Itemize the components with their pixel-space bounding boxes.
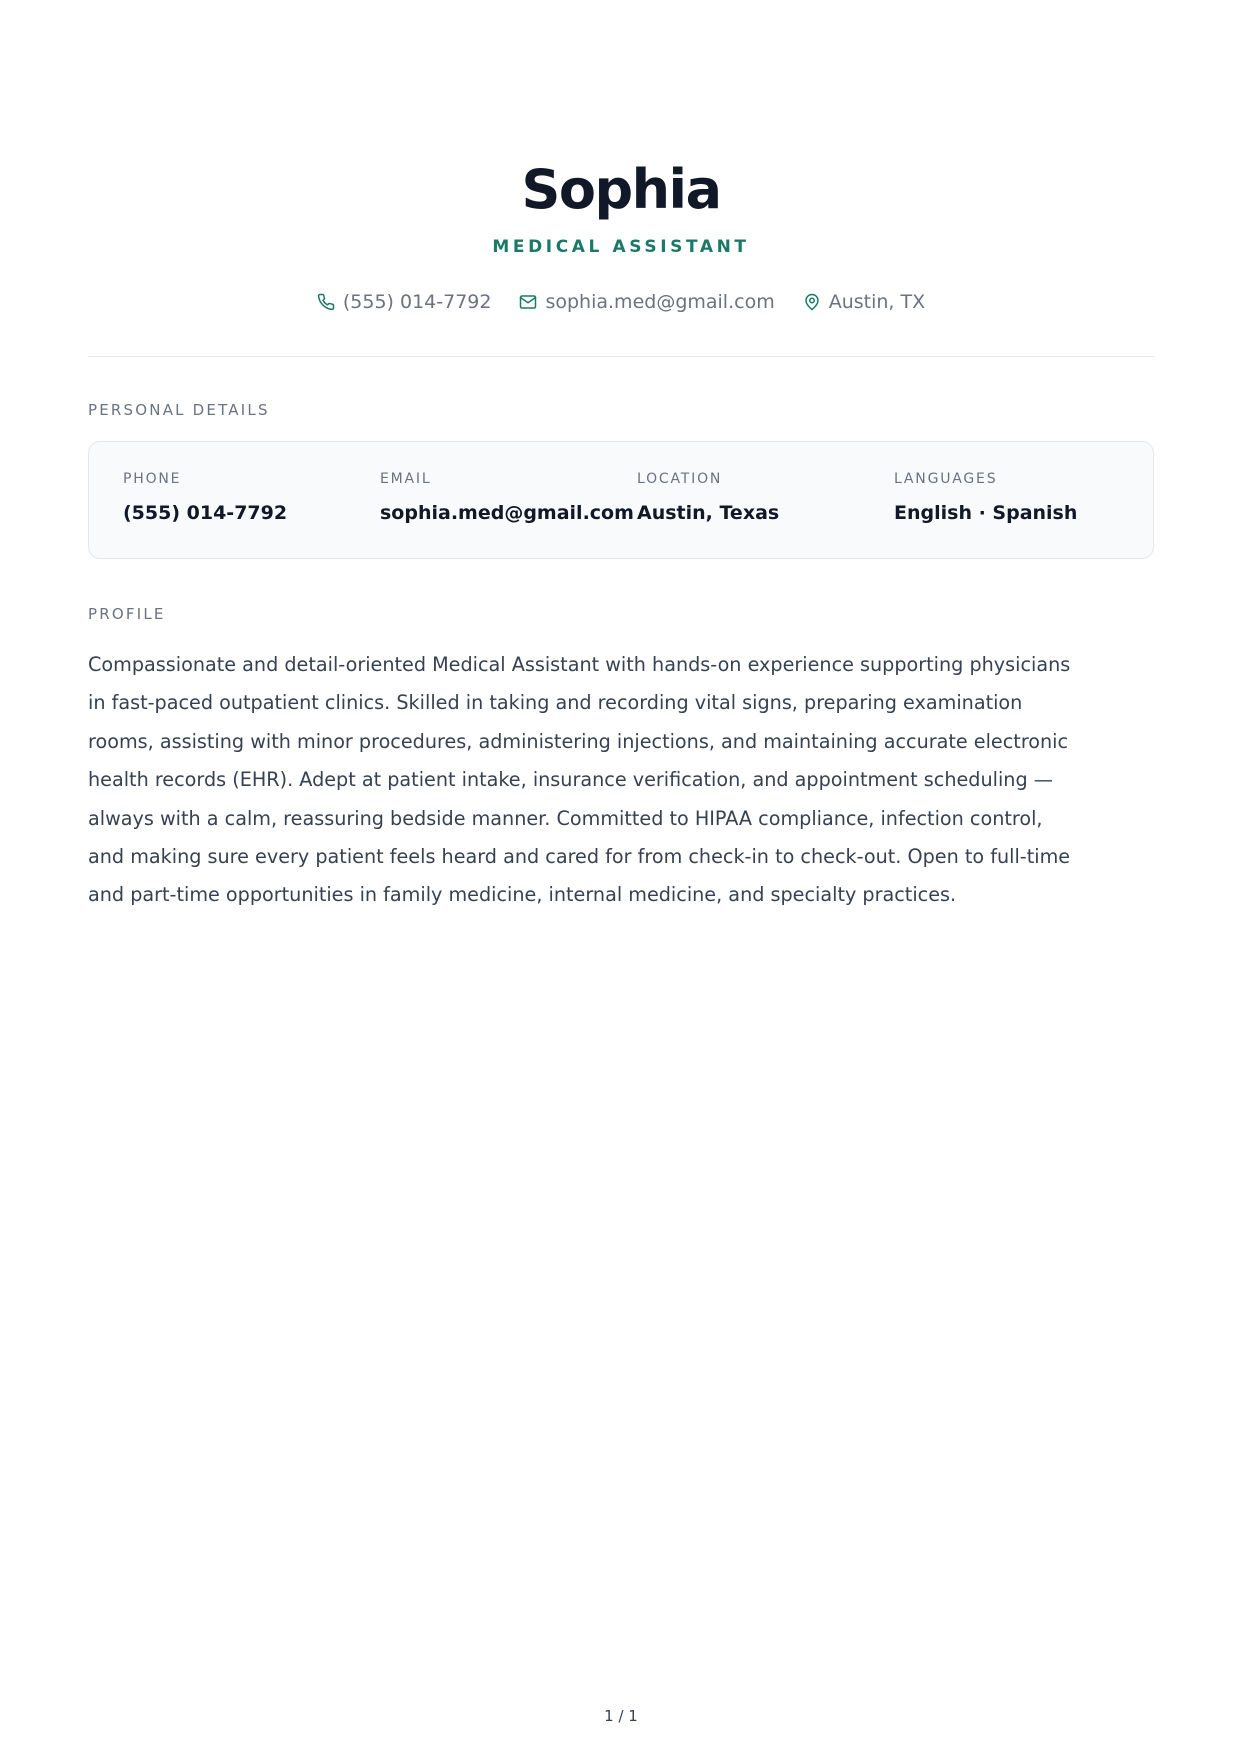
- detail-languages: [894, 470, 1077, 525]
- detail-label: EMAIL: [380, 471, 432, 487]
- personal-details-heading: PERSONAL DETAILS: [88, 401, 270, 419]
- contact-phone: [317, 291, 492, 313]
- contact-phone-text: (555) 014-7792: [342, 291, 492, 313]
- header-divider: [88, 356, 1154, 357]
- detail-value: English · Spanish: [894, 502, 1078, 524]
- phone-icon: [317, 293, 335, 311]
- profile-heading: PROFILE: [88, 605, 166, 623]
- page-number: 1 / 1: [604, 1707, 638, 1725]
- profile-summary: Compassionate and detail-oriented Medical Assistant with hands-on experience supporting physicians in fast-paced outpatient clinics. Skilled in taking and recording vital signs, preparing examination rooms, assisting with minor procedures, administering injections, and maintaining accurate electronic health records (EHR). Adept at patient intake, insurance verification, and appointment scheduling — always with a calm, reassuring bedside manner. Committed to HIPAA compliance, infection control, and making sure every patient feels heard and cared for from check-in to check-out. Open to full-time and part-time opportunities in family medicine, internal medicine, and specialty practices.: [88, 653, 1071, 907]
- detail-phone: [123, 470, 287, 525]
- candidate-name: Sophia: [521, 158, 721, 221]
- detail-label: PHONE: [123, 471, 182, 487]
- detail-value: (555) 014-7792: [123, 502, 288, 524]
- mail-icon: [519, 293, 537, 311]
- detail-value[interactable]: sophia.med@gmail.com: [380, 502, 634, 524]
- detail-label: LOCATION: [637, 471, 723, 487]
- detail-value: Austin, Texas: [637, 502, 780, 524]
- contact-row: [0, 289, 1242, 315]
- personal-details-card: [88, 441, 1154, 559]
- contact-location-text: Austin, TX: [828, 291, 926, 313]
- job-title: MEDICAL ASSISTANT: [492, 237, 750, 257]
- contact-location: [803, 291, 925, 313]
- detail-email: [380, 470, 634, 525]
- detail-location: [637, 470, 779, 525]
- contact-email[interactable]: [519, 291, 774, 313]
- contact-email-text: sophia.med@gmail.com: [545, 291, 775, 313]
- location-pin-icon: [803, 293, 821, 311]
- detail-label: LANGUAGES: [894, 471, 998, 487]
